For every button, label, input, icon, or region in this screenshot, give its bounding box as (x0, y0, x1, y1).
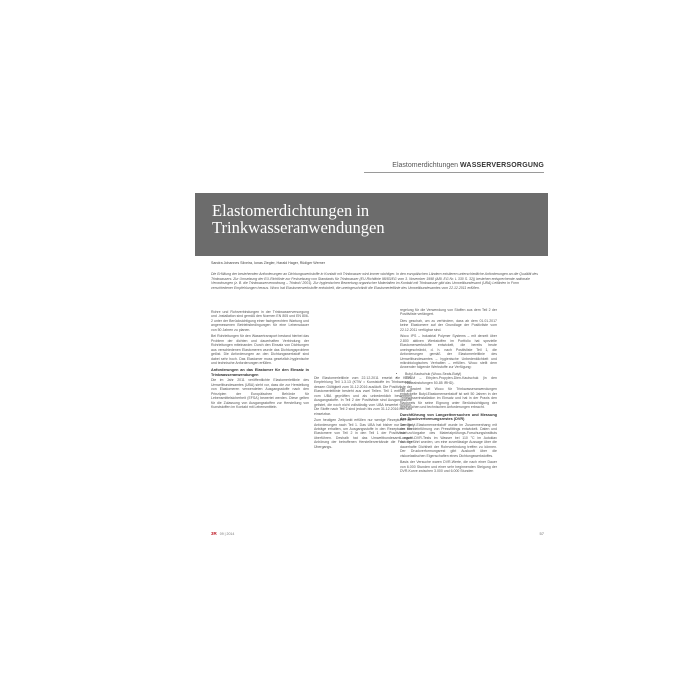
paragraph: Woco IPS – Industrial Polymer Systems – mit derzeit über 2.800 aktiven Werkstoffen im Portfolio hat spezielle Elastomerwerkstoffe entwickelt, die bereits heute uneingeschränkt, d. h. nach Positivliste Teil 1, die Anforderungen gemäß der Elastomerleitlinie des Umweltbundesamtes – hygienische Unbedenklichkeit und mikrobiologisches Verhalten – erfüllen. Woco stellt dem Anwender folgende Werkstoffe zur Verfügung: (400, 334, 497, 370)
paragraph: Zum heutigen Zeitpunkt erfüllen nur wenige Rezepturen die Anforderungen nach Teil 1. Das UBA hat bisher nur wenige Anträge erhalten, um Ausgangsstoffe in den Rezepturen der Elastomere von Teil 2 in den Teil 1 der Positivliste zu überführen. Deshalb hat das Umweltbundesamt nach Anhörung der betroffenen Herstellerverbände die Frist der Übergangs- (314, 418, 412, 449)
section-heading: Durchführung von Langzeitversuchen und Messung des Druckverformungsrestes (DVR) (400, 412, 497, 422)
page-header (392, 162, 544, 169)
paragraph: Basis der Versuche waren DVR-Werte, die nach einer Dauer von 6.000 Stunden und einer sehr beginnenden Steigung der DVR-Kurve zwischen 3.000 und 6.000 Stunden (400, 460, 497, 474)
article-intro: Die Erfüllung der bestehenden Anforderungen an Dichtungswerkstoffe in Kontakt mit Trinkwasser wird immer wichtiger. In den europäischen Ländern existieren unterschiedliche Anforderungen an die Qualität des Trinkwassers. Zur Umsetzung der EU-Richtlinie zur Festsetzung von Standards für Trinkwasser (EU-Richtlinie 98/83/EG vom 3. November 1998 (ABl. EG Nr. L 330 S. 32)) bestehen entsprechende nationale Verordnungen (z. B. die Trinkwasserverordnung – TrinkwV 2001). Zur hygienischen Bewertung organischer Materialien im Kontakt mit Trinkwasser gibt das Umweltbundesamt (UBA) Leitlinien in Form verschiedener Empfehlungen heraus. Woco hat Elastomerwerkstoffe entwickelt, die uneingeschränkt die Elastomerleitlinie des Umweltbundesamtes vom 22.12.2011 erfüllen. (211, 272, 538, 290)
magazine-logo: 3R (211, 531, 217, 536)
header-section: Elastomerdichtungen (392, 162, 459, 169)
list-item: • Butyl-Kautschuk (Woco-Seals-Butyl) (405, 372, 497, 376)
paragraph: Die im Jahr 2011 veröffentlichte Elastomerleitlinie des Umweltbundesamtes (UBA) sieht vor, dass die zur Herstellung von Elastomeren verwendeten Ausgangsstoffe nach den Prinzipien der Europäischen Behörde für Lebensmittelsicherheit (EFSA) bewertet werden. Diese gelten für die Zulassung von Ausgangsstoffen zur Herstellung von Kunststoffen im Kontakt mit Lebensmitteln. (211, 378, 309, 410)
text-column-3 (400, 308, 497, 476)
paragraph: Bei Rohrleitungen für den Wassertransport bestand hierbei das Problem der dichten und dauerhaften Verbindung der Rohrleitungen miteinander. Durch den Einsatz von Dichtungen aus verschiedenen Elastomeren wurde das Dichtungsproblem gelöst. Die Anforderungen an den Dichtungswerkstoff sind dabei sehr hoch. Das Elastomer muss gesetzlich-hygienische und technische Anforderungen erfüllen. (211, 334, 309, 365)
page-number: 57 (539, 531, 544, 536)
article-title: Elastomerdichtungen in Trinkwasseranwendungen (212, 201, 385, 237)
paragraph: Dies geschah, um zu verhindern, dass ab dem 01.01.2017 keine Elastomere auf der Grundlage der Positivliste vom 22.12.2011 verfügbar sind. (400, 318, 497, 332)
issue-number: 09 | 2014 (219, 532, 235, 536)
paragraph: Der lanciert bei Woco für Trinkwasseranwendungen entwickelte Butyl-Elastomerwerkstoff ist seit 50 Jahren in der Trinkwasserinstallation im Einsatz und hat in der Praxis den Nachweis für seine Eignung unter Berücksichtigung der gesetzlichen und technischen Anforderungen erbracht. (400, 387, 497, 410)
paragraph: Die Elastomerleitlinie vom 22.12.2011 ersetzt die KTW-Empfehlung Teil 1.3.13 (KTW = Kunststoffe im Trinkwasser), dessen Gültigkeit zum 31.12.2016 ausläuft. Die Positivliste der Elastomerleitlinie besteht aus zwei Teilen. Teil 1 enthält alle vom UBA geprüften und als unbedenklich bewerteten Ausgangsstoffe. In Teil 2 der Positivliste sind Ausgangsstoffe gelistet, die noch nicht vollständig vom UBA bewertet wurden. Die Stoffe nach Teil 2 sind jedoch bis zum 31.12.2016 befristet einsetzbar. (314, 376, 412, 416)
header-category: WASSERVERSORGUNG (460, 162, 544, 169)
paragraph: regelung für die Verwendung von Stoffen aus dem Teil 2 der Positivliste verlängert. (400, 308, 497, 317)
paragraph: Der Butyl-Elastomerwerkstoff wurde im Zusammenhang mit der Markteinführung von Pressfittings entwickelt. Daten und nach Vorgabe des Materialprüfungs-Forschungsinstituts Langzeit-DVR-Tests im Wasser bei 110 °C im Autoklav durchgeführt worden, um eine zuverlässige Aussage über die dauerhafte Dichtheit der Rohrverbindung treffen zu können. Der Druckverformungsrest gibt Auskunft über die viskoelastischen Eigenschaften eines Dichtungswerkstoffes. (400, 422, 497, 458)
text-column-2 (314, 376, 412, 451)
article-authors: Sandra Johannes Silveira, Ionas Ziegler, Harald Hager, Rüdiger Werner (211, 261, 325, 265)
paragraph: Rohre und Rohrverbindungen in der Trinkwasserversorgung und -installation sind gemäß den Normen EN 805 und EN 806-2 unter der Berücksichtigung einer fachgerechten Wartung und angemessenen Betriebsbedingungen für eine Lebensdauer von 50 Jahren zu planen. (211, 310, 309, 332)
material-list (400, 372, 497, 385)
text-column-1 (211, 310, 309, 412)
list-item: • EPDM – Ethylen-Propylen-Dien-Kautschuk (in den Härteabstufungen 50-85 IRHD). (405, 376, 497, 385)
section-heading: Anforderungen an das Elastomer für den Einsatz in Trinkwasseranwendungen (211, 368, 309, 377)
page-footer (211, 531, 234, 536)
header-rule (364, 172, 544, 173)
magazine-page (152, 148, 548, 552)
title-banner (195, 193, 548, 256)
